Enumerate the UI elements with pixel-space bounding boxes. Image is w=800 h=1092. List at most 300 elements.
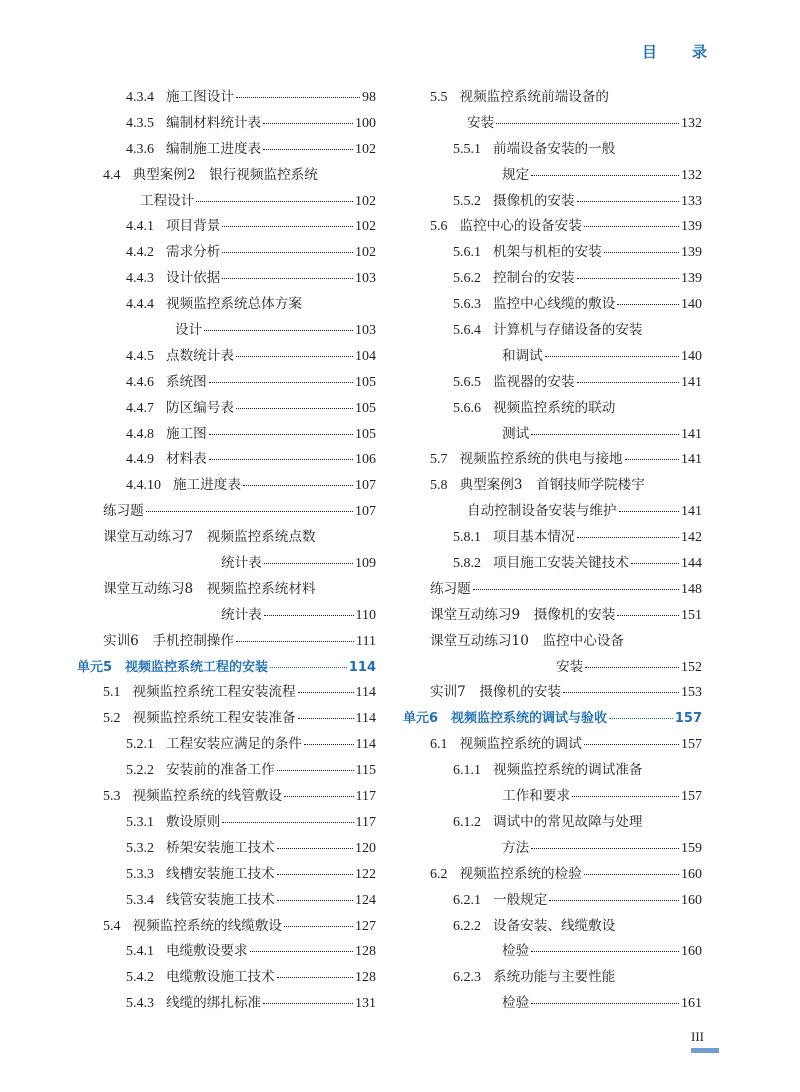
toc-entry-number: 5.4.1 — [126, 944, 154, 960]
toc-entry-number: 5.2 — [103, 711, 121, 727]
toc-entry-title: 视频监控系统的联动 — [493, 399, 616, 416]
toc-dot-leader — [236, 96, 360, 98]
toc-entry-title: 视频监控系统的线管敷设 — [132, 788, 283, 805]
toc-entry-number: 4.4.2 — [126, 245, 154, 261]
toc-entry-title: 典型案例2 银行视频监控系统 — [132, 166, 318, 183]
toc-entry-title: 桥架安装施工技术 — [166, 839, 275, 856]
toc-entry — [430, 888, 702, 914]
toc-entry-page: 114 — [355, 685, 376, 701]
toc-entry-number: 4.4.6 — [126, 374, 154, 390]
toc-dot-leader — [263, 122, 353, 124]
toc-dot-leader — [584, 873, 679, 875]
toc-entry-page: 105 — [355, 374, 376, 390]
toc-dot-leader — [298, 717, 354, 719]
toc-entry — [103, 214, 376, 240]
toc-entry-title: 监控中心的设备安装 — [459, 218, 582, 235]
toc-entry-number: 6.2.1 — [453, 892, 481, 908]
toc-entry-title: 检验 — [502, 995, 530, 1012]
toc-entry-title: 工程安装应满足的条件 — [166, 736, 302, 753]
toc-entry-number: 5.5 — [430, 90, 448, 105]
toc-entry-number: 5.6.1 — [453, 245, 481, 261]
toc-entry — [430, 85, 702, 111]
toc-entry-number: 5.3.3 — [126, 866, 154, 882]
toc-entry-title: 统计表 — [221, 555, 262, 572]
toc-entry-page: 152 — [681, 659, 702, 675]
toc-entry — [103, 862, 376, 888]
toc-dot-leader — [298, 691, 354, 693]
toc-dot-leader — [577, 536, 679, 538]
toc-entry-page: 102 — [355, 245, 376, 261]
toc-entry — [430, 939, 702, 965]
toc-entry-title: 工作和要求 — [502, 788, 570, 805]
toc-dot-leader — [209, 381, 353, 383]
toc-entry-number: 5.6.4 — [453, 323, 481, 339]
toc-entry — [103, 551, 376, 577]
toc-entry-number: 6.2.2 — [453, 918, 481, 934]
toc-entry-number: 5.8.1 — [453, 530, 481, 546]
toc-entry — [103, 163, 376, 189]
toc-entry — [430, 137, 702, 163]
toc-dot-leader — [277, 899, 353, 901]
toc-entry-page: 109 — [355, 556, 376, 572]
toc-dot-leader — [222, 251, 353, 253]
toc-entry-number: 6.1.2 — [453, 814, 481, 830]
toc-dot-leader — [631, 562, 679, 564]
toc-entry-page: 139 — [681, 245, 702, 261]
toc-dot-leader — [250, 950, 353, 952]
toc-entry-title: 监控中心线缆的敷设 — [493, 296, 616, 313]
toc-dot-leader — [204, 329, 353, 331]
toc-entry-page: 103 — [355, 323, 376, 339]
toc-dot-leader — [531, 1002, 679, 1004]
toc-entry — [430, 991, 702, 1017]
toc-entry — [103, 422, 376, 448]
toc-entry-title: 视频监控系统的调试 — [459, 736, 582, 753]
toc-dot-leader — [609, 717, 673, 719]
toc-entry-page: 161 — [681, 996, 702, 1012]
toc-entry-title: 需求分析 — [166, 244, 221, 261]
toc-entry — [103, 914, 376, 940]
toc-entry-number: 4.4.7 — [126, 400, 154, 416]
toc-entry-page: 153 — [681, 685, 702, 701]
toc-entry-page: 144 — [681, 556, 702, 572]
toc-entry-number: 5.7 — [430, 452, 448, 468]
header-title-part2: 录 — [692, 43, 708, 61]
toc-entry — [430, 370, 702, 396]
toc-entry-title: 典型案例3 首钢技师学院楼宇 — [459, 477, 645, 494]
toc-entry-title: 方法 — [502, 839, 530, 856]
toc-entry — [430, 836, 702, 862]
toc-entry — [430, 577, 702, 603]
toc-entry — [430, 525, 702, 551]
toc-entry-title: 设备安装、线缆敷设 — [493, 917, 616, 934]
toc-entry-title: 视频监控系统工程安装准备 — [132, 710, 296, 727]
toc-entry-page: 128 — [355, 970, 376, 986]
toc-entry — [103, 732, 376, 758]
toc-entry — [430, 447, 702, 473]
toc-entry-title: 实训7 摄像机的安装 — [430, 684, 561, 701]
toc-entry — [430, 422, 702, 448]
toc-dot-leader — [222, 277, 353, 279]
toc-entry-title: 设计依据 — [166, 270, 221, 287]
toc-entry — [430, 758, 702, 784]
toc-entry — [103, 318, 376, 344]
toc-entry-number: 5.6.5 — [453, 374, 481, 390]
toc-entry-number: 5.3.4 — [126, 892, 154, 908]
toc-entry-page: 110 — [355, 607, 376, 623]
toc-entry-page: 131 — [355, 996, 376, 1012]
toc-entry — [103, 292, 376, 318]
toc-entry — [103, 810, 376, 836]
toc-entry — [103, 577, 376, 603]
toc-entry-page: 120 — [355, 840, 376, 856]
toc-dot-leader — [473, 588, 679, 590]
toc-dot-leader — [209, 458, 353, 460]
toc-entry — [103, 965, 376, 991]
toc-dot-leader — [584, 743, 679, 745]
toc-entry — [430, 318, 702, 344]
toc-unit-entry — [403, 706, 702, 732]
toc-entry-number: 5.3 — [103, 789, 121, 805]
toc-entry-number: 4.3.4 — [126, 90, 154, 105]
toc-entry-page: 132 — [681, 167, 702, 183]
toc-dot-leader — [277, 873, 353, 875]
toc-dot-leader — [222, 821, 353, 823]
toc-entry-page: 159 — [681, 840, 702, 856]
toc-entry-number: 4.4.8 — [126, 426, 154, 442]
toc-dot-leader — [304, 743, 354, 745]
toc-entry-number: 4.4.10 — [126, 478, 161, 494]
toc-entry-page: 160 — [681, 944, 702, 960]
toc-dot-leader — [264, 614, 354, 616]
toc-dot-leader — [146, 510, 353, 512]
toc-entry-page: 148 — [681, 581, 702, 597]
toc-entry-page: 114 — [355, 737, 376, 753]
toc-dot-leader — [577, 277, 679, 279]
toc-dot-leader — [625, 458, 679, 460]
toc-entry — [430, 914, 702, 940]
header-title-part1: 目 — [642, 43, 658, 61]
toc-entry-title: 施工图 — [166, 425, 207, 442]
toc-entry-page: 128 — [355, 944, 376, 960]
toc-entry-page: 114 — [355, 711, 376, 727]
toc-entry — [430, 240, 702, 266]
toc-entry-title: 项目背景 — [166, 218, 221, 235]
toc-entry-page: 127 — [355, 918, 376, 934]
toc-entry-page: 102 — [355, 219, 376, 235]
toc-entry-page: 98 — [362, 90, 376, 105]
toc-dot-leader — [284, 795, 353, 797]
toc-dot-leader — [284, 925, 353, 927]
toc-dot-leader — [531, 950, 679, 952]
toc-dot-leader — [264, 562, 353, 564]
toc-entry-number: 4.4.3 — [126, 271, 154, 287]
toc-entry-number: 4.4.4 — [126, 297, 154, 313]
toc-entry-number: 4.4.5 — [126, 348, 154, 364]
toc-entry — [103, 706, 376, 732]
toc-entry — [103, 784, 376, 810]
toc-dot-leader — [277, 769, 354, 771]
toc-entry-title: 项目施工安装关键技术 — [493, 555, 629, 572]
toc-dot-leader — [277, 976, 353, 978]
toc-entry-title: 施工图设计 — [166, 89, 234, 105]
toc-entry — [103, 473, 376, 499]
toc-entry-title: 规定 — [502, 166, 530, 183]
toc-entry-page: 157 — [681, 737, 702, 753]
page-number: III — [691, 1029, 704, 1044]
toc-entry-page: 142 — [681, 530, 702, 546]
toc-dot-leader — [209, 433, 353, 435]
toc-dot-leader — [563, 691, 679, 693]
toc-entry-page: 105 — [355, 426, 376, 442]
toc-entry-title: 课堂互动练习9 摄像机的安装 — [430, 606, 616, 623]
running-header — [0, 41, 800, 65]
toc-entry — [103, 939, 376, 965]
toc-entry — [103, 370, 376, 396]
toc-entry — [103, 111, 376, 137]
toc-entry-number: 5.8.2 — [453, 556, 481, 572]
toc-dot-leader — [617, 303, 679, 305]
toc-entry-number: 5.2.2 — [126, 763, 154, 779]
toc-dot-leader — [236, 640, 354, 642]
toc-dot-leader — [496, 122, 679, 124]
toc-entry-title: 工程设计 — [140, 192, 195, 209]
toc-entry — [430, 965, 702, 991]
toc-entry-title: 系统图 — [166, 373, 207, 390]
toc-entry — [430, 214, 702, 240]
toc-entry-title: 机架与机柜的安装 — [493, 244, 602, 261]
toc-entry-title: 前端设备安装的一般 — [493, 140, 616, 157]
toc-dot-leader — [577, 200, 679, 202]
toc-entry-number: 5.6.2 — [453, 271, 481, 287]
toc-entry-title: 电缆敷设施工技术 — [166, 969, 275, 986]
toc-entry-number: 4.4.1 — [126, 219, 154, 235]
toc-column-right — [403, 85, 702, 1017]
toc-entry-page: 122 — [355, 866, 376, 882]
toc-dot-leader — [545, 355, 679, 357]
toc-unit-entry — [77, 655, 376, 681]
toc-entry — [103, 991, 376, 1017]
toc-entry-title: 视频监控系统的线缆敷设 — [132, 917, 283, 934]
toc-entry-page: 141 — [681, 426, 702, 442]
toc-entry-page: 157 — [681, 789, 702, 805]
toc-entry-page: 132 — [681, 115, 702, 131]
toc-entry-page: 106 — [355, 452, 376, 468]
toc-entry — [430, 344, 702, 370]
toc-entry-title: 安装 — [556, 658, 584, 675]
toc-entry — [430, 499, 702, 525]
toc-entry-page: 111 — [356, 633, 376, 649]
toc-entry-page: 104 — [355, 348, 376, 364]
toc-entry-title: 编制施工进度表 — [166, 140, 262, 157]
toc-entry-page: 139 — [681, 271, 702, 287]
toc-entry-title: 线缆的绑扎标准 — [166, 995, 262, 1012]
toc-dot-leader — [572, 795, 679, 797]
toc-entry-number: 5.4.3 — [126, 996, 154, 1012]
toc-dot-leader — [263, 1002, 353, 1004]
toc-entry-page: 117 — [355, 814, 376, 830]
toc-entry-number: 4.4.9 — [126, 452, 154, 468]
toc-entry-page: 141 — [681, 504, 702, 520]
toc-entry-number: 4.4 — [103, 167, 121, 183]
toc-entry — [103, 888, 376, 914]
toc-entry-title: 练习题 — [103, 503, 144, 520]
toc-entry-title: 调试中的常见故障与处理 — [493, 813, 643, 830]
toc-entry-page: 102 — [355, 193, 376, 209]
toc-entry-number: 5.2.1 — [126, 737, 154, 753]
toc-entry — [430, 732, 702, 758]
toc-entry-title: 视频监控系统总体方案 — [166, 296, 302, 313]
toc-entry — [103, 85, 376, 111]
toc-entry-number: 5.6.3 — [453, 297, 481, 313]
toc-entry-number: 5.6 — [430, 219, 448, 235]
toc-entry-page: 141 — [681, 452, 702, 468]
toc-dot-leader — [604, 251, 679, 253]
toc-dot-leader — [236, 407, 353, 409]
toc-dot-leader — [585, 666, 679, 668]
toc-entry-number: 5.3.2 — [126, 840, 154, 856]
toc-entry — [430, 189, 702, 215]
toc-entry-title: 实训6 手机控制操作 — [103, 632, 234, 649]
toc-entry-title: 统计表 — [221, 606, 262, 623]
toc-entry — [430, 862, 702, 888]
toc-dot-leader — [617, 614, 679, 616]
toc-entry-page: 151 — [681, 607, 702, 623]
toc-entry-page: 115 — [355, 763, 376, 779]
toc-entry-title: 系统功能与主要性能 — [493, 969, 616, 986]
toc-entry-title: 课堂互动练习8 视频监控系统材料 — [103, 580, 316, 597]
toc-entry-title: 材料表 — [166, 451, 207, 468]
toc-entry-title: 防区编号表 — [166, 399, 234, 416]
toc-dot-leader — [531, 174, 679, 176]
toc-entry-title: 项目基本情况 — [493, 529, 575, 546]
toc-entry — [103, 603, 376, 629]
toc-entry-title: 视频监控系统的调试准备 — [493, 762, 643, 779]
toc-entry — [430, 810, 702, 836]
toc-entry — [103, 240, 376, 266]
toc-entry-title: 线管安装施工技术 — [166, 891, 275, 908]
toc-entry-title: 一般规定 — [493, 891, 548, 908]
toc-entry — [103, 137, 376, 163]
toc-entry-title: 和调试 — [502, 347, 543, 364]
toc-entry — [430, 473, 702, 499]
toc-entry — [430, 396, 702, 422]
toc-entry-title: 敷设原则 — [166, 813, 221, 830]
toc-dot-leader — [577, 381, 679, 383]
toc-entry-page: 141 — [681, 374, 702, 390]
toc-dot-leader — [531, 433, 679, 435]
toc-entry-title: 测试 — [502, 425, 530, 442]
toc-entry-page: 140 — [681, 297, 702, 313]
toc-entry-page: 160 — [681, 866, 702, 882]
toc-entry — [430, 111, 702, 137]
toc-entry — [103, 266, 376, 292]
toc-entry-title: 安装前的准备工作 — [166, 762, 275, 779]
toc-entry-number: 5.4.2 — [126, 970, 154, 986]
toc-entry-number: 6.2 — [430, 866, 448, 882]
toc-entry-page: 103 — [355, 271, 376, 287]
toc-entry-title: 单元6 视频监控系统的调试与验收 — [403, 711, 608, 727]
toc-entry-number: 5.5.2 — [453, 193, 481, 209]
toc-entry-page: 114 — [348, 659, 376, 675]
toc-entry-page: 133 — [681, 193, 702, 209]
toc-entry-title: 视频监控系统的供电与接地 — [459, 451, 623, 468]
toc-entry-title: 设计 — [175, 322, 203, 339]
toc-entry-number: 5.6.6 — [453, 400, 481, 416]
toc-entry-title: 课堂互动练习10 监控中心设备 — [430, 632, 625, 649]
toc-entry-page: 124 — [355, 892, 376, 908]
toc-entry-title: 电缆敷设要求 — [166, 943, 248, 960]
toc-entry — [430, 292, 702, 318]
toc-entry-number: 4.3.5 — [126, 115, 154, 131]
toc-entry-page: 107 — [355, 504, 376, 520]
toc-dot-leader — [196, 200, 353, 202]
toc-entry-number: 5.1 — [103, 685, 121, 701]
toc-dot-leader — [243, 484, 353, 486]
toc-entry-title: 检验 — [502, 943, 530, 960]
toc-entry-title: 练习题 — [430, 580, 471, 597]
toc-entry — [430, 163, 702, 189]
toc-entry — [430, 551, 702, 577]
toc-entry-number: 6.1 — [430, 737, 448, 753]
toc-entry-title: 课堂互动练习7 视频监控系统点数 — [103, 529, 316, 546]
toc-entry-page: 117 — [355, 789, 376, 805]
toc-entry — [430, 629, 702, 655]
toc-dot-leader — [584, 225, 679, 227]
toc-dot-leader — [270, 666, 347, 668]
toc-entry-title: 单元5 视频监控系统工程的安装 — [77, 659, 269, 675]
toc-entry — [103, 836, 376, 862]
toc-entry — [103, 525, 376, 551]
toc-dot-leader — [277, 847, 353, 849]
toc-entry-number: 5.4 — [103, 918, 121, 934]
toc-entry-title: 监视器的安装 — [493, 373, 575, 390]
toc-entry-number: 6.1.1 — [453, 763, 481, 779]
toc-entry-page: 160 — [681, 892, 702, 908]
toc-entry-page: 140 — [681, 348, 702, 364]
toc-entry-page: 139 — [681, 219, 702, 235]
toc-entry — [103, 189, 376, 215]
toc-entry — [430, 784, 702, 810]
toc-entry-number: 5.3.1 — [126, 814, 154, 830]
toc-entry-number: 4.3.6 — [126, 141, 154, 157]
toc-dot-leader — [619, 510, 679, 512]
toc-entry-title: 线槽安装施工技术 — [166, 865, 275, 882]
toc-entry-title: 编制材料统计表 — [166, 114, 262, 131]
toc-dot-leader — [263, 148, 353, 150]
toc-dot-leader — [236, 355, 353, 357]
toc-entry — [103, 396, 376, 422]
toc-entry — [430, 603, 702, 629]
toc-entry-page: 102 — [355, 141, 376, 157]
toc-entry-page: 100 — [355, 115, 376, 131]
toc-entry-page: 105 — [355, 400, 376, 416]
toc-entry — [103, 447, 376, 473]
toc-entry — [103, 629, 376, 655]
toc-entry-page: 157 — [674, 711, 702, 727]
toc-dot-leader — [549, 899, 679, 901]
toc-entry-title: 计算机与存储设备的安装 — [493, 322, 643, 339]
toc-entry-title: 安装 — [467, 114, 495, 131]
toc-entry-title: 自动控制设备安装与维护 — [467, 503, 617, 520]
toc-entry-title: 摄像机的安装 — [493, 192, 575, 209]
toc-entry-title: 控制台的安装 — [493, 270, 575, 287]
toc-entry-title: 施工进度表 — [173, 477, 241, 494]
toc-entry-number: 5.5.1 — [453, 141, 481, 157]
toc-entry — [103, 499, 376, 525]
toc-dot-leader — [222, 225, 353, 227]
toc-dot-leader — [531, 847, 679, 849]
